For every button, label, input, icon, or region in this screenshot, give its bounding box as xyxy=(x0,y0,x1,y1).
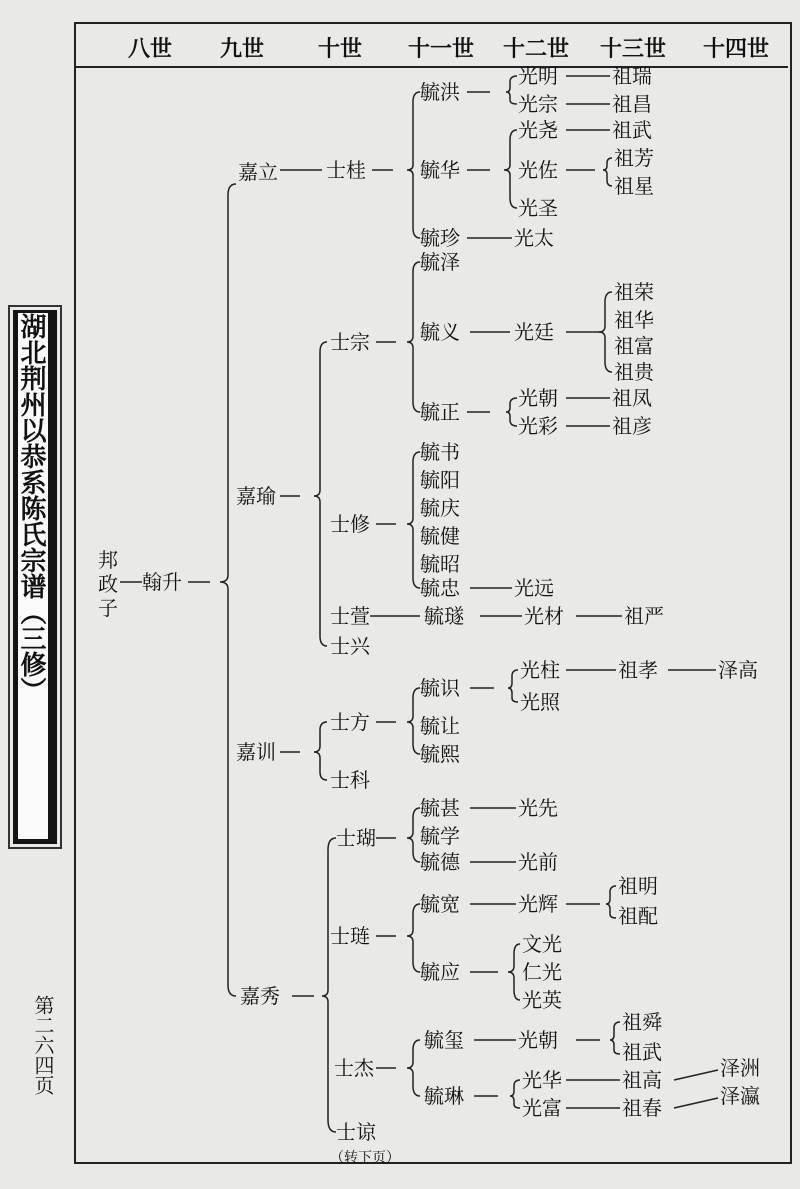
gen14-person: 祖凤 xyxy=(612,386,652,410)
gen14-person: 祖武 xyxy=(622,1040,662,1064)
gen14-person: 祖富 xyxy=(614,334,654,358)
gen12-person: 毓熙 xyxy=(420,742,460,766)
gen12-person: 毓阳 xyxy=(420,468,460,492)
gen14-person: 祖严 xyxy=(624,604,664,628)
gen12-person: 毓庆 xyxy=(420,496,460,520)
gen10-person: 嘉秀 xyxy=(240,984,280,1008)
gen11-person: 士方 xyxy=(330,710,370,734)
gen12-person: 毓健 xyxy=(420,524,460,548)
gen14-person: 祖舜 xyxy=(622,1010,662,1034)
gen12-person: 毓宽 xyxy=(420,892,460,916)
gen12-person: 毓玺 xyxy=(424,1028,464,1052)
gen-label-11: 十一世 xyxy=(408,36,475,62)
gen-label-9: 九世 xyxy=(220,36,265,62)
gen11-person: 士兴 xyxy=(330,634,370,658)
gen12-person: 毓学 xyxy=(420,824,460,848)
gen13-person: 光照 xyxy=(520,690,560,714)
gen11-person: 士桂 xyxy=(326,158,366,182)
gen13-person: 光太 xyxy=(514,226,554,250)
gen11-person: 士萱 xyxy=(330,604,370,628)
gen9-person: 翰升 xyxy=(142,570,182,594)
gen12-person: 毓琳 xyxy=(424,1084,464,1108)
gen13-person: 光英 xyxy=(522,988,562,1012)
gen14-person: 祖华 xyxy=(614,308,654,332)
gen13-person: 光圣 xyxy=(518,196,558,220)
gen14-person: 祖贵 xyxy=(614,360,654,384)
gen11-person: 士科 xyxy=(330,768,370,792)
gen13-person: 光宗 xyxy=(518,92,558,116)
gen12-person: 毓珍 xyxy=(420,226,460,250)
gen14-person: 祖明 xyxy=(618,874,658,898)
gen13-person: 光远 xyxy=(514,576,554,600)
gen14-person: 祖孝 xyxy=(618,658,658,682)
gen10-person: 嘉瑜 xyxy=(236,484,276,508)
gen12-person: 毓洪 xyxy=(420,80,460,104)
gen11-person: 士杰 xyxy=(334,1056,374,1080)
gen13-person: 光华 xyxy=(522,1068,562,1092)
gen12-person: 毓泽 xyxy=(420,250,460,274)
gen14-person: 祖芳 xyxy=(614,146,654,170)
gen15-person: 泽瀛 xyxy=(720,1084,760,1108)
gen13-person: 光柱 xyxy=(520,658,560,682)
gen11-person: 士瑚 xyxy=(336,826,376,850)
gen12-person: 毓正 xyxy=(420,400,460,424)
gen12-person: 毓应 xyxy=(420,960,460,984)
gen13-person: 光朝 xyxy=(518,1028,558,1052)
gen10-person: 嘉立 xyxy=(238,160,278,184)
gen12-person: 毓璲 xyxy=(424,604,464,628)
gen13-person: 光尧 xyxy=(518,118,558,142)
gen13-person: 仁光 xyxy=(522,960,562,984)
page-number: 第二六四页 xyxy=(31,995,55,1095)
gen12-person: 毓德 xyxy=(420,850,460,874)
gen14-person: 祖高 xyxy=(622,1068,662,1092)
gen13-person: 光彩 xyxy=(518,414,558,438)
gen-label-13: 十三世 xyxy=(600,36,667,62)
gen11-person: 士谅 xyxy=(336,1120,376,1144)
gen13-person: 光富 xyxy=(522,1096,562,1120)
gen14-person: 祖春 xyxy=(622,1096,662,1120)
gen14-person: 祖星 xyxy=(614,174,654,198)
gen13-person: 光廷 xyxy=(514,320,554,344)
gen13-person: 光前 xyxy=(518,850,558,874)
gen11-person: 士宗 xyxy=(330,330,370,354)
gen13-person: 光先 xyxy=(518,796,558,820)
gen12-person: 毓甚 xyxy=(420,796,460,820)
root-person: 邦政子 xyxy=(98,548,118,620)
gen12-person: 毓让 xyxy=(420,714,460,738)
book-title: 湖北荆州以恭系陈氏宗谱（三修） xyxy=(16,313,46,703)
gen11-person: 士修 xyxy=(330,512,370,536)
continued-note: （转下页） xyxy=(330,1150,400,1166)
gen-label-8: 八世 xyxy=(128,36,173,62)
gen14-person: 祖昌 xyxy=(612,92,652,116)
gen14-person: 祖配 xyxy=(618,904,658,928)
gen14-person: 祖武 xyxy=(612,118,652,142)
gen12-person: 毓昭 xyxy=(420,552,460,576)
gen14-person: 祖荣 xyxy=(614,280,654,304)
gen10-person: 嘉训 xyxy=(236,740,276,764)
gen13-person: 光朝 xyxy=(518,386,558,410)
gen-label-14: 十四世 xyxy=(703,36,770,62)
gen11-person: 士琏 xyxy=(330,924,370,948)
gen13-person: 文光 xyxy=(522,932,562,956)
gen12-person: 毓识 xyxy=(420,676,460,700)
gen-label-10: 十世 xyxy=(318,36,363,62)
gen-label-12: 十二世 xyxy=(503,36,570,62)
gen13-person: 光材 xyxy=(524,604,564,628)
gen15-person: 泽洲 xyxy=(720,1056,760,1080)
gen14-person: 祖瑞 xyxy=(612,64,652,88)
gen12-person: 毓忠 xyxy=(420,576,460,600)
gen12-person: 毓华 xyxy=(420,158,460,182)
gen15-person: 泽高 xyxy=(718,658,758,682)
gen13-person: 光佐 xyxy=(518,158,558,182)
gen14-person: 祖彦 xyxy=(612,414,652,438)
gen12-person: 毓义 xyxy=(420,320,460,344)
gen13-person: 光辉 xyxy=(518,892,558,916)
gen13-person: 光明 xyxy=(518,64,558,88)
gen12-person: 毓书 xyxy=(420,440,460,464)
